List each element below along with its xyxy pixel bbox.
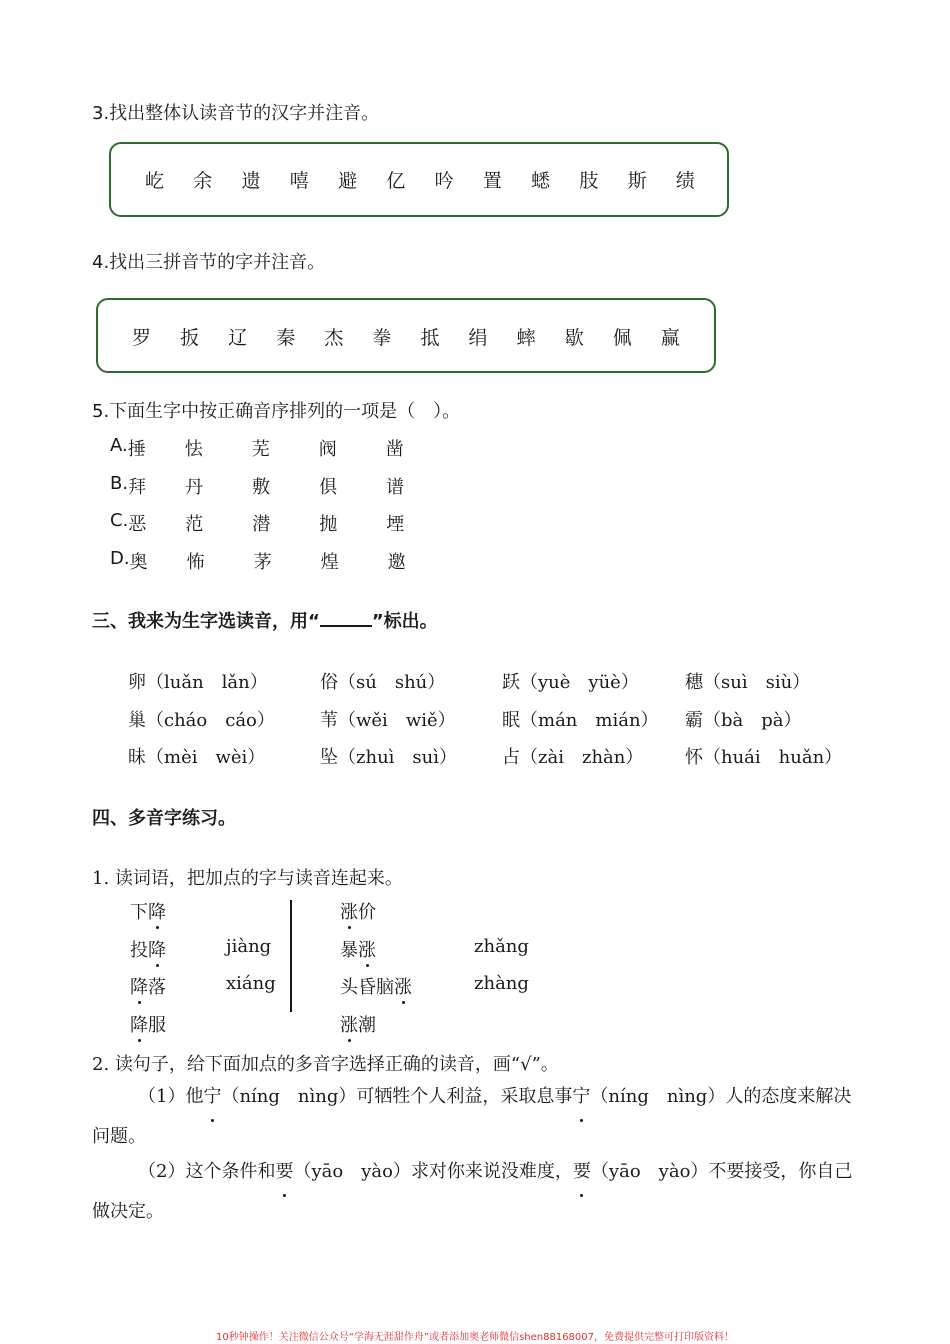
q5-option-char: 捶 <box>127 439 146 460</box>
q5-option-label: A. <box>110 435 128 456</box>
q5-option-label: B. <box>110 472 129 494</box>
left-word-dotted: 降 <box>148 898 166 924</box>
q5-option-char: 芜 <box>251 439 270 460</box>
q4-char: 绢 <box>468 327 488 349</box>
q5-option-a <box>110 435 453 461</box>
right-word-dotted: 涨 <box>394 973 412 999</box>
pinyin-choice-item: 占（zài zhàn） <box>502 747 644 768</box>
q3-char: 斯 <box>627 170 647 192</box>
left-word-dotted: 降 <box>130 1011 148 1037</box>
sec4-p1-title: 1. 读词语，把加点的字与读音连起来。 <box>92 868 403 889</box>
s2-b: （yāo yào）求对你来说没难度， <box>293 1161 573 1182</box>
q5-option-label: D. <box>110 547 130 569</box>
q3-char: 吟 <box>434 170 454 192</box>
left-word <box>130 898 166 924</box>
right-pinyin-1: zhǎng <box>474 936 529 957</box>
q4-char: 抵 <box>420 327 440 349</box>
sentence-1-line-1 <box>138 1077 851 1117</box>
q5-option-char: 谱 <box>386 476 405 498</box>
q5-option-char: 范 <box>185 514 204 535</box>
q3-title: 3.找出整体认读音节的汉字并注音。 <box>92 103 380 124</box>
q4-char: 蟀 <box>516 327 536 349</box>
sec3-title <box>92 607 438 633</box>
s2-a: （2）这个条件和 <box>138 1161 276 1182</box>
q5-option-char: 煌 <box>320 551 339 573</box>
right-word <box>340 898 376 924</box>
left-pinyin-1: jiàng <box>226 936 272 957</box>
q5-option-char: 恶 <box>128 514 147 535</box>
q3-char: 置 <box>482 170 502 192</box>
q5-option-char: 堙 <box>386 514 405 535</box>
left-word-dotted: 降 <box>130 973 148 999</box>
sentence-2-line-1 <box>138 1152 852 1192</box>
q3-char: 蟋 <box>531 170 551 192</box>
q3-char-list <box>145 166 695 193</box>
pinyin-choice-item: 坠（zhuì suì） <box>320 747 458 768</box>
footer-note: 10秒钟操作！关注微信公众号“学海无涯甜作舟”或者添加奥老师微信shen88168007，免费提供完整可打印版资料！ <box>215 1332 735 1343</box>
right-word <box>340 973 412 999</box>
q4-char: 杰 <box>324 327 344 349</box>
s1-c: （níng nìng）人的态度来解决 <box>590 1086 852 1107</box>
q5-option-char: 潜 <box>252 514 271 535</box>
right-word <box>340 1011 376 1037</box>
q5-option-char: 怯 <box>184 439 203 460</box>
s1-dot-1: 宁 <box>203 1077 221 1117</box>
pinyin-choice-item: 昧（mèi wèi） <box>128 747 266 768</box>
q5-option-char: 俱 <box>319 476 338 498</box>
q4-char: 秦 <box>276 327 296 349</box>
right-word-pre: 头昏脑 <box>340 977 394 998</box>
left-pinyin-2: xiáng <box>226 973 276 994</box>
left-word-post: 落 <box>148 977 166 998</box>
right-word-post: 潮 <box>358 1014 376 1036</box>
s2-dot-1: 要 <box>275 1152 293 1192</box>
sentence-1-line-2: 问题。 <box>92 1126 146 1147</box>
q5-option-char: 奥 <box>129 551 148 573</box>
q3-char: 绩 <box>675 170 695 192</box>
pinyin-choice-item: 怀（huái huǎn） <box>685 747 843 768</box>
pinyin-choice-item: 眠（mán mián） <box>502 709 659 731</box>
q4-char: 赢 <box>660 327 680 349</box>
q5-title: 5.下面生字中按正确音序排列的一项是（ ）。 <box>92 401 461 422</box>
q5-option-char: 阀 <box>318 439 337 460</box>
pinyin-choice-item: 穗（suì siù） <box>685 672 811 693</box>
q5-option-char: 怖 <box>186 551 205 573</box>
left-word-dotted: 降 <box>148 936 166 962</box>
right-word-dotted: 涨 <box>358 936 376 962</box>
q5-option-char: 邀 <box>387 551 406 573</box>
left-word <box>130 1011 166 1037</box>
s2-dot-2: 要 <box>573 1152 591 1192</box>
q5-option-char: 凿 <box>385 439 404 460</box>
pinyin-choice-item: 俗（sú shú） <box>320 672 446 693</box>
right-word-dotted: 涨 <box>340 1011 358 1037</box>
q3-char: 嘻 <box>289 170 309 192</box>
q5-option-char: 拜 <box>128 476 147 498</box>
q3-char: 余 <box>193 170 213 192</box>
right-word-dotted: 涨 <box>340 898 358 924</box>
q3-char: 亿 <box>386 170 406 192</box>
q3-char: 肢 <box>579 170 599 192</box>
right-word-pre: 暴 <box>340 939 358 961</box>
s1-b: （níng nìng）可牺牲个人利益，采取息事 <box>221 1086 573 1107</box>
right-word-post: 价 <box>358 902 376 923</box>
q5-option-char: 丹 <box>185 476 204 498</box>
right-pinyin-2: zhàng <box>474 973 529 994</box>
pinyin-choice-item: 卵（luǎn lǎn） <box>128 672 268 693</box>
q4-char-list <box>132 323 680 350</box>
q5-option-c <box>110 510 453 536</box>
q4-title: 4.找出三拼音节的字并注音。 <box>92 252 326 273</box>
pinyin-choice-item: 跃（yuè yüè） <box>502 672 639 693</box>
left-word-pre: 投 <box>130 939 148 961</box>
q4-char: 扳 <box>180 327 200 349</box>
sec4-title: 四、多音字练习。 <box>92 808 236 829</box>
s2-c: （yāo yào）不要接受，你自己 <box>590 1161 853 1182</box>
left-word <box>130 973 166 999</box>
sec4-p2-title: 2. 读句子，给下面加点的多音字选择正确的读音，画“√”。 <box>92 1054 559 1075</box>
pinyin-choice-item: 霸（bà pà） <box>685 709 802 731</box>
q3-char: 避 <box>338 170 358 192</box>
left-word <box>130 936 166 962</box>
q5-option-char: 抛 <box>319 514 338 535</box>
blank-underline <box>320 611 372 627</box>
q4-char: 罗 <box>132 327 152 349</box>
q4-char: 佩 <box>612 327 632 349</box>
sentence-2-line-2: 做决定。 <box>92 1201 164 1222</box>
pinyin-choice-item: 苇（wěi wiě） <box>320 709 456 731</box>
left-word-post: 服 <box>148 1014 166 1036</box>
left-word-pre: 下 <box>130 902 148 923</box>
q4-char: 辽 <box>228 327 248 349</box>
q5-option-d <box>110 548 455 574</box>
divider-line <box>290 900 292 1012</box>
s1-a: （1）他 <box>138 1086 204 1107</box>
q3-char: 遗 <box>241 170 261 192</box>
q4-char: 歇 <box>564 327 584 349</box>
q5-option-b <box>110 473 453 499</box>
pinyin-choice-item: 巢（cháo cáo） <box>128 709 275 731</box>
sec3-title-pre: 三、我来为生字选读音，用“ <box>92 611 320 632</box>
q3-char: 屹 <box>145 170 165 192</box>
q5-option-label: C. <box>110 510 129 531</box>
right-word <box>340 936 376 962</box>
q5-option-char: 敷 <box>252 476 271 498</box>
q5-option-char: 茅 <box>253 551 272 573</box>
q4-char: 拳 <box>372 327 392 349</box>
sec3-title-post: ”标出。 <box>371 611 438 632</box>
s1-dot-2: 宁 <box>572 1077 590 1117</box>
